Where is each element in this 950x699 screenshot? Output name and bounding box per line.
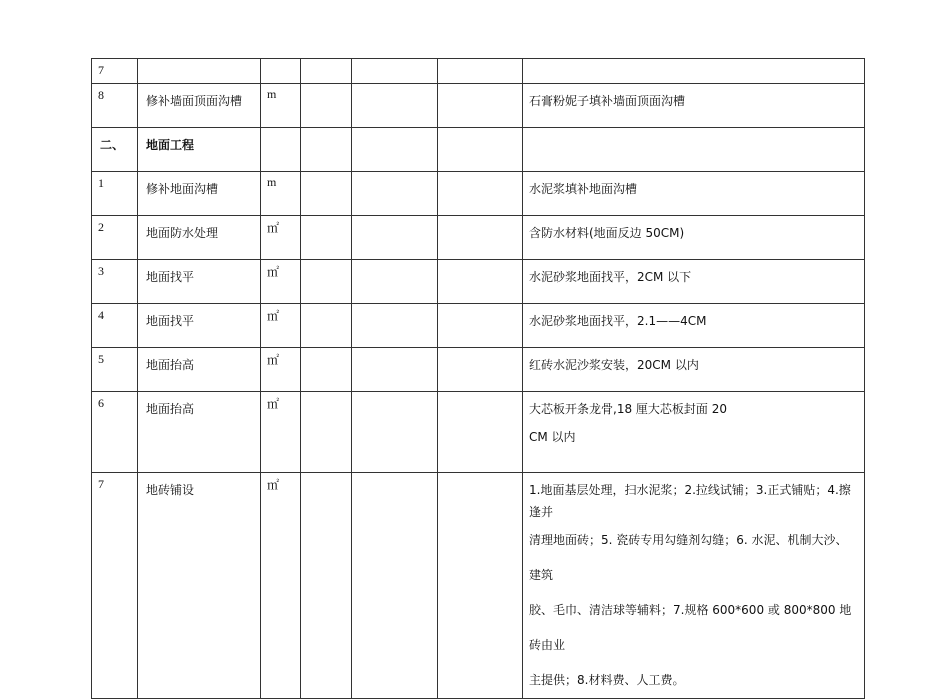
item-name: 地砖铺设 (138, 473, 261, 699)
description-line: 清理地面砖；5. 瓷砖专用勾缝剂勾缝；6. 水泥、机制大沙、建筑 (529, 533, 848, 582)
section-title: 地面工程 (138, 128, 261, 172)
table-row (92, 260, 865, 304)
item-number: 7 (92, 59, 138, 84)
item-unit-price (352, 216, 438, 260)
item-description (523, 172, 865, 216)
item-description (523, 348, 865, 392)
item-description (523, 59, 865, 84)
item-unit-price (352, 59, 438, 84)
table-row (92, 59, 865, 84)
item-unit-price (352, 84, 438, 128)
item-quantity (301, 304, 352, 348)
item-unit (261, 128, 301, 172)
item-quantity (301, 128, 352, 172)
item-quantity (301, 59, 352, 84)
description-line: 红砖水泥沙浆安装，20CM 以内 (529, 358, 699, 372)
item-name: 修补墙面顶面沟槽 (138, 84, 261, 128)
table-row (92, 172, 865, 216)
description-line: 主提供；8.材料费、人工费。 (529, 673, 685, 687)
table-row (92, 392, 865, 473)
item-number: 6 (92, 392, 138, 473)
section-number: 二、 (92, 128, 138, 172)
item-quantity (301, 216, 352, 260)
description-line: 含防水材料(地面反边 50CM) (529, 226, 685, 240)
description-line: 胶、毛巾、清洁球等辅料；7.规格 600*600 或 800*800 地砖由业 (529, 603, 852, 652)
table-row (92, 216, 865, 260)
item-description (523, 216, 865, 260)
item-name: 地面抬高 (138, 392, 261, 473)
item-total (438, 128, 523, 172)
item-name: 地面防水处理 (138, 216, 261, 260)
item-unit: m (261, 84, 301, 128)
description-line: 水泥砂浆地面找平，2CM 以下 (529, 270, 692, 284)
item-unit-price (352, 348, 438, 392)
item-quantity (301, 473, 352, 699)
item-total (438, 260, 523, 304)
item-quantity (301, 84, 352, 128)
description-line: 1.地面基层处理，扫水泥浆；2.拉线试铺；3.正式铺贴；4.擦逢并 (529, 483, 851, 519)
item-name: 地面抬高 (138, 348, 261, 392)
item-total (438, 392, 523, 473)
description-line: 水泥砂浆地面找平，2.1——4CM (529, 314, 707, 328)
item-description (523, 128, 865, 172)
item-total (438, 59, 523, 84)
item-unit-price (352, 473, 438, 699)
item-total (438, 172, 523, 216)
item-total (438, 304, 523, 348)
table-row (92, 348, 865, 392)
description-line: CM 以内 (529, 430, 576, 444)
item-unit: m (261, 172, 301, 216)
item-description (523, 84, 865, 128)
item-number: 5 (92, 348, 138, 392)
description-line: 水泥浆填补地面沟槽 (529, 182, 638, 196)
table-row (92, 304, 865, 348)
item-name: 地面找平 (138, 304, 261, 348)
item-description (523, 392, 865, 473)
item-quantity (301, 348, 352, 392)
item-quantity (301, 260, 352, 304)
item-total (438, 473, 523, 699)
item-unit: ㎡ (261, 216, 301, 260)
item-number: 4 (92, 304, 138, 348)
item-total (438, 216, 523, 260)
item-unit: ㎡ (261, 348, 301, 392)
item-unit: ㎡ (261, 392, 301, 473)
quotation-table (91, 58, 865, 699)
table-row (92, 84, 865, 128)
item-unit-price (352, 392, 438, 473)
table-row (92, 473, 865, 699)
item-number: 8 (92, 84, 138, 128)
item-number: 7 (92, 473, 138, 699)
item-description (523, 304, 865, 348)
item-unit: ㎡ (261, 260, 301, 304)
item-unit-price (352, 260, 438, 304)
item-total (438, 84, 523, 128)
item-name: 修补地面沟槽 (138, 172, 261, 216)
item-unit (261, 59, 301, 84)
item-number: 2 (92, 216, 138, 260)
item-total (438, 348, 523, 392)
item-unit-price (352, 172, 438, 216)
item-quantity (301, 172, 352, 216)
item-quantity (301, 392, 352, 473)
item-unit-price (352, 128, 438, 172)
item-number: 3 (92, 260, 138, 304)
item-description (523, 260, 865, 304)
item-unit-price (352, 304, 438, 348)
item-number: 1 (92, 172, 138, 216)
item-description (523, 473, 865, 699)
item-name (138, 59, 261, 84)
item-name: 地面找平 (138, 260, 261, 304)
item-unit: ㎡ (261, 473, 301, 699)
description-line: 大芯板开条龙骨,18 厘大芯板封面 20 (529, 402, 727, 416)
section-row (92, 128, 865, 172)
description-line: 石膏粉妮子填补墙面顶面沟槽 (529, 94, 686, 108)
item-unit: ㎡ (261, 304, 301, 348)
